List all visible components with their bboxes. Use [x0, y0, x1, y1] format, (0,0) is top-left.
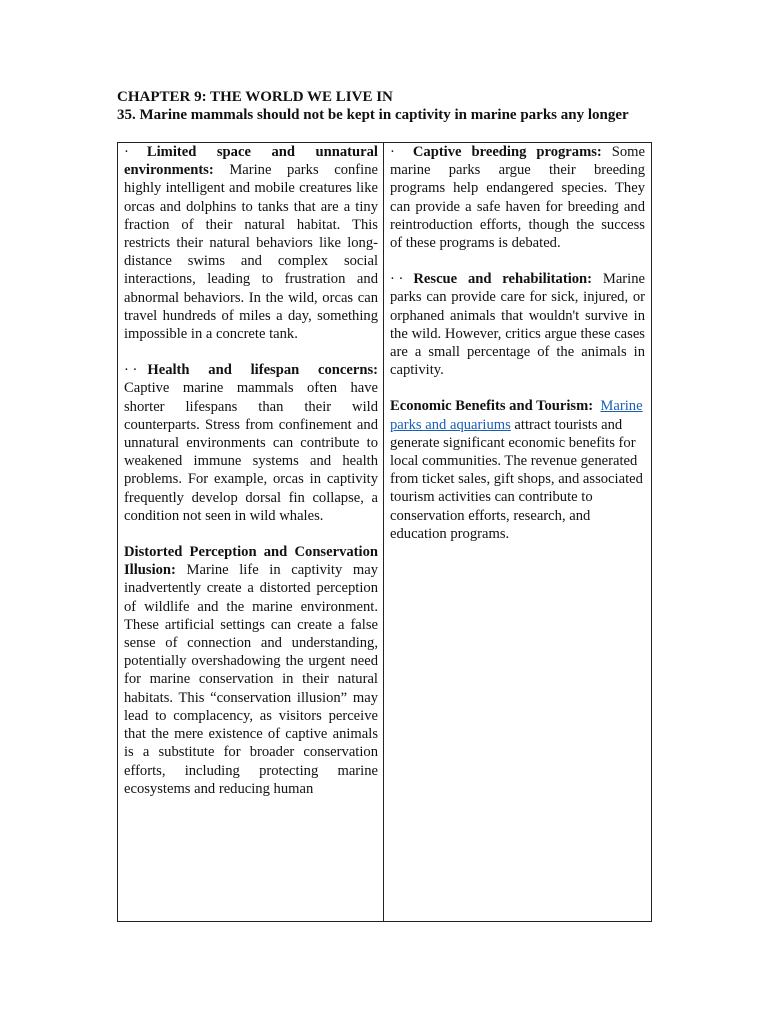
marine-parks-link[interactable]: Marine parks and aquariums [390, 398, 643, 433]
paragraph-title: Captive breeding programs: [412, 144, 602, 160]
paragraph-text: attract tourists and generate significant economic benefits for local communities. The revenue generated from ticket sales, gift shops, and associated tourism activities can contribute to conservation efforts, research, and education programs. [390, 416, 643, 542]
paragraph-text: Captive marine mammals often have shorter lifespans than their wild counterparts. Stress from confinement and unnatural environments can contribute to weakened immune systems and health problems. For example, orcas in captivity frequently develop dorsal fin collapse, a condition not seen in wild whales. [124, 380, 378, 524]
document-heading [117, 88, 657, 124]
paragraph-limited-space [124, 143, 378, 343]
bullet-marker: · · [124, 362, 138, 379]
bullet-marker: · · [390, 271, 404, 288]
paragraph-text: Marine life in captivity may inadvertently create a distorted perception of wildlife and the marine environment. These artificial settings can create a false sense of connection and understanding, potentially overshadowing the urgent need for marine conservation in their natural habitats. This “conservation illusion” may lead to complacency, as visitors perceive that the mere existence of captive animals is a substitute for broader conservation efforts, including protecting marine ecosystems and reducing human [124, 562, 378, 797]
paragraph-text: Marine parks confine highly intelligent and mobile creatures like orcas and dolphins to tanks that are a tiny fraction of their natural habitat. This restricts their natural behaviors like long-distance swims and complex social interactions, leading to frustration and abnormal behaviors. In the wild, orcas can travel hundreds of miles a day, something impossible in a concrete tank. [124, 162, 378, 343]
paragraph-title: Limited space and unnatural environments: [124, 144, 378, 179]
paragraph-rescue-rehabilitation [390, 270, 645, 379]
paragraph-text: Marine parks can provide care for sick, injured, or orphaned animals that wouldn't survive in the wild. However, critics argue these cases are a small percentage of the animals in captivity. [390, 271, 645, 379]
paragraph-title: Distorted Perception and Conservation Illusion: [124, 544, 378, 579]
paragraph-health-lifespan [124, 361, 378, 525]
paragraph-title: Rescue and rehabilitation: [413, 271, 593, 288]
paragraph-title: Health and lifespan concerns: [147, 362, 378, 379]
bullet-marker: · [124, 144, 129, 160]
bullet-marker: · [390, 144, 395, 160]
arguments-for-column [384, 143, 651, 921]
chapter-title: CHAPTER 9: THE WORLD WE LIVE IN [117, 89, 393, 105]
arguments-against-column [118, 143, 384, 921]
paragraph-economic-benefits [390, 397, 645, 543]
paragraph-title: Economic Benefits and Tourism: [390, 398, 594, 415]
paragraph-text: Some marine parks argue their breeding programs help endangered species. They can provide a safe haven for breeding and reintroduction efforts, though the success of these programs is debated. [390, 144, 645, 252]
arguments-table [117, 142, 652, 922]
topic-title: 35. Marine mammals should not be kept in captivity in marine parks any longer [117, 107, 629, 123]
paragraph-distorted-perception [124, 543, 378, 798]
paragraph-captive-breeding [390, 143, 645, 252]
